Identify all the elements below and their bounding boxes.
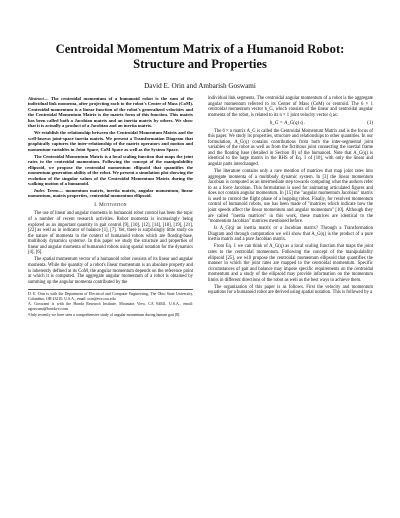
equation-number: (1)	[367, 120, 373, 126]
title-line-2: Structure and Properties	[133, 57, 267, 71]
title-line-1: Centroidal Momentum Matrix of a Humanoid Robot:	[55, 42, 345, 56]
body-paragraph: The spatial momentum vector of a humanoid robot consists of its linear and angular momenta. While the quantity of a robot's linear momentum is an absolute property and is inherently defined at its CoM, the angular momentum depends on the reference point at which it is computed. The aggregate angular momentum of a robot is obtained by summing up the angular momenta contributed by the	[28, 257, 193, 285]
abstract-text: — The centroidal momentum of a humanoid robot is the sum of the individual link momenta, after projecting each to the robot's Center of Mass (CoM). Centroidal momentum is a linear function of the robot's generalized velocities and the Centroidal Momentum Matrix is the matrix form of this function. This matrix has been called both a Jacobian matrix and an inertia matrix by others. We show that it is actually a product of a Jacobian and an inertia matrix.	[28, 96, 193, 129]
body-paragraph: individual link segments. The centroidal angular momentum of a robot is the aggregate angular momentum referred to its Center of Mass (CoM) or centroid. The 6 × 1 centroidal momentum vector h_G, which consists of the linear and centroidal angular momenta of the robot, is related to its n × 1 joint velocity vector q̇ as:	[208, 96, 373, 118]
paper-title	[40, 42, 360, 72]
abstract-lead: Abstract	[28, 96, 44, 101]
index-terms-lead: Index Terms	[34, 188, 59, 194]
body-paragraph: The organization of this paper is as follows. First the velocity and momentum equations for a humanoid robot are derived using spatial notation. This is followed by a	[208, 284, 373, 296]
abstract-paragraph	[28, 96, 193, 129]
left-column	[28, 96, 193, 318]
equation-1	[208, 121, 373, 127]
footnotes	[28, 289, 193, 317]
footnote-affiliation-1: D. E. Orin is with the Department of Electrical and Computer Engineering, The Ohio State University, Columbus, OH 43210, U.S.A., email: orin@ece.osu.edu	[28, 292, 193, 301]
abstract-paragraph-2: We establish the relationship between the Centroidal Momentum Matrix and the well-known joint-space inertia matrix. We present a Transformation Diagram that graphically captures the inter-relationship of the matrix operators and motion and momentum variables in Joint Space, CoM Space as well as the System Space.	[28, 130, 193, 152]
equation-expression: h_G = A_G(q) q̇ .	[269, 120, 306, 126]
body-paragraph: The 6 × n matrix A_G is called the Centroidal Momentum Matrix and is the focus of this paper. We study its properties, structure and relationships to other quantities. In our formulation, A_G(q) contains contributions from both the inter-segmental joint variables of the robot as well as from the fictitious joint connecting the inertial frame and the floating base (detailed in Section II) of the humanoid. Note that A_G(q) is identical to the large matrix in the RHS of Eq. 1 of [10], with only the linear and angular parts interchanged.	[208, 128, 373, 168]
footnote-affiliation-2: A. Goswami is with the Honda Research Institute, Mountain View, CA 94041, U.S.A., email: agoswami@honda-ri.com	[28, 302, 193, 311]
section-heading-motivation: I. Motivation	[94, 201, 127, 208]
author-line: David E. Orin and Ambarish Goswami	[144, 82, 256, 90]
body-paragraph: The literature contains only a rare mention of matrices that map joint rates into aggregate momenta of a multibody dynamic system. In [3] the linear momentum Jacobian is computed as an intermediate step towards computing what the authors refer to as a force Jacobian. This formulation is used for animating articulated figures and does not contain angular momentum. In [15] the "angular momentum Jacobian" matrix is used to control the flight phase of a hopping robot. Finally, for resolved momentum control of humanoid robots, use has been made of "matrices which indicate how the joint speeds affect the linear momentum and angular momentum" [10]. Although they are called "inertia matrices" in this work, these matrices are identical to the "momentum Jacobian" matrices mentioned before.	[208, 169, 373, 225]
index-terms	[28, 188, 193, 199]
index-terms-text: — momentum matrix, inertia matrix, angular momentum, linear momentum, matrix properties, centroidal momentum ellipsoid.	[28, 188, 193, 199]
abstract-paragraph-3: The Centroidal Momentum Matrix is a local scaling function that maps the joint rates to the centroidal momentum. Following the concept of the manipulability ellipsoid, we propose the centroidal momentum ellipsoid that quantifies the momentum generation ability of the robot. We present a simulation plot showing the evolution of the singular values of the Centroidal Momentum Matrix during the walking motion of a humanoid.	[28, 153, 193, 186]
footnote-1: ¹Only recently we have seen a comprehensive study of angular momentum during human gait [8].	[28, 312, 181, 317]
body-paragraph: From Eq. 1 we can think of A_G(q) as a local scaling function that maps the joint rates to the centroidal momentum. Following the concept of the manipulability ellipsoid [25], we will propose the centroidal momentum ellipsoid that quantifies the manner in which the joint rates are mapped to the centroidal momentum. Specific circumstances of gait and balance may impose specific requirements on the centroidal momentum and a study of the ellipsoid may provide information on the momentum limits in different directions of the robot as well as the best ways to achieve them.	[208, 244, 373, 283]
body-paragraph: Is A_G(q) an inertia matrix or a Jacobian matrix? Through a Transformation Diagram and through computation we will show that A_G(q) is the product of a pure inertia matrix and a pure Jacobian matrix.	[208, 226, 373, 243]
right-column	[208, 96, 373, 298]
body-paragraph: The use of linear and angular momenta in humanoid robot control has been the topic of a number of recent research activities. Robot momenta is increasingly being explored as an important quantity in gait control [9], [10], [12], [14], [18], [19], [21], [22] as well as in indicator of balance [1], [7]. Yet, there is surprisingly little study on the nature of momenta in the context of humanoid robots which are floating-base, multibody dynamics systems¹. In this paper we study the structure and properties of linear and angular momenta of humanoid robots using spatial notation for the dynamics [4], [6].	[28, 211, 193, 256]
